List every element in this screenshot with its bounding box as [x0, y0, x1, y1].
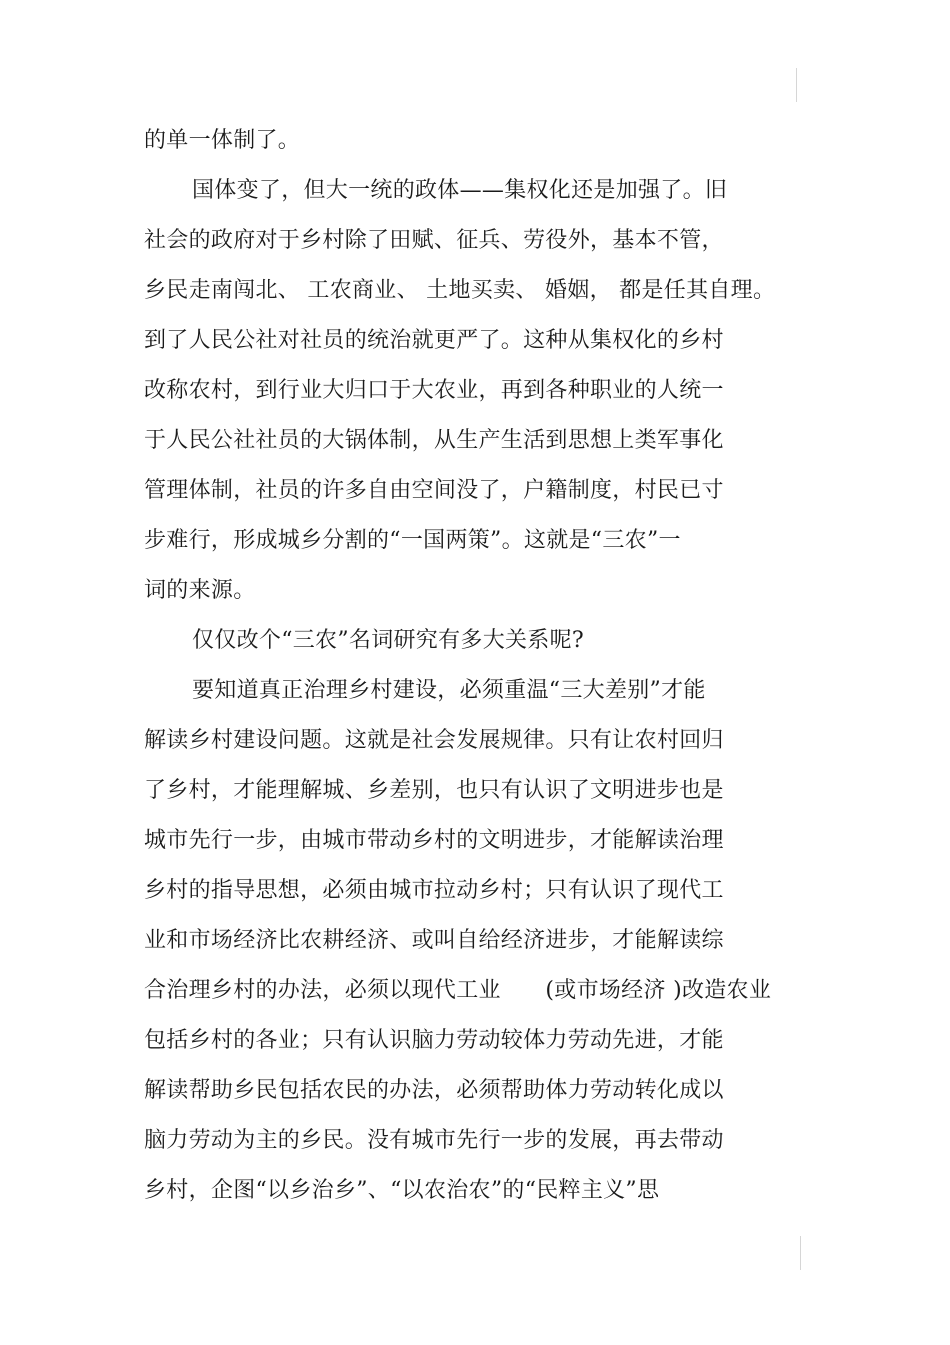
- paragraph-line: 国体变了，但大一统的政体——集权化还是加强了。旧: [192, 178, 728, 203]
- paragraph-line: 解读帮助乡民包括农民的办法，必须帮助体力劳动转化成以: [144, 1078, 724, 1103]
- paragraph-line: 业和市场经济比农耕经济、或叫自给经济进步，才能解读综: [144, 928, 724, 953]
- paragraph-line: 城市先行一步，由城市带动乡村的文明进步，才能解读治理: [144, 828, 724, 853]
- paragraph-line: 了乡村，才能理解城、乡差别，也只有认识了文明进步也是: [144, 778, 724, 803]
- paragraph-line: 管理体制，社员的许多自由空间没了，户籍制度，村民已寸: [144, 478, 724, 503]
- paragraph-line: 乡民走南闯北、 工农商业、 土地买卖、 婚姻， 都是任其自理。: [144, 278, 776, 303]
- paragraph-line: 词的来源。: [144, 578, 256, 603]
- paragraph-line: 到了人民公社对社员的统治就更严了。这种从集权化的乡村: [144, 328, 724, 353]
- paragraph-line: 乡村的指导思想，必须由城市拉动乡村；只有认识了现代工: [144, 878, 724, 903]
- paragraph-line: 脑力劳动为主的乡民。没有城市先行一步的发展，再去带动: [144, 1128, 724, 1153]
- paragraph-line: 乡村，企图“以乡治乡”、“以农治农”的“民粹主义”思: [144, 1178, 660, 1203]
- paragraph-line: 社会的政府对于乡村除了田赋、征兵、劳役外，基本不管，: [144, 228, 724, 253]
- paragraph-line: 改称农村，到行业大归口于大农业，再到各种职业的人统一: [144, 378, 724, 403]
- paragraph-line: 合治理乡村的办法，必须以现代工业 (或市场经济 )改造农业: [144, 978, 772, 1003]
- paragraph-line: 解读乡村建设问题。这就是社会发展规律。只有让农村回归: [144, 728, 724, 753]
- paragraph-line: 要知道真正治理乡村建设，必须重温“三大差别”才能: [192, 678, 706, 703]
- paragraph-line: 仅仅改个“三农”名词研究有多大关系呢?: [192, 628, 584, 653]
- paragraph-line: 于人民公社社员的大锅体制，从生产生活到思想上类军事化: [144, 428, 724, 453]
- page-edge-mark-bottom: [800, 1236, 801, 1270]
- paragraph-line: 的单一体制了。: [144, 128, 301, 153]
- paragraph-line: 步难行，形成城乡分割的“一国两策”。这就是“三农”一: [144, 528, 681, 553]
- paragraph-line: 包括乡村的各业；只有认识脑力劳动较体力劳动先进，才能: [144, 1028, 724, 1053]
- page-edge-mark-top: [796, 68, 797, 102]
